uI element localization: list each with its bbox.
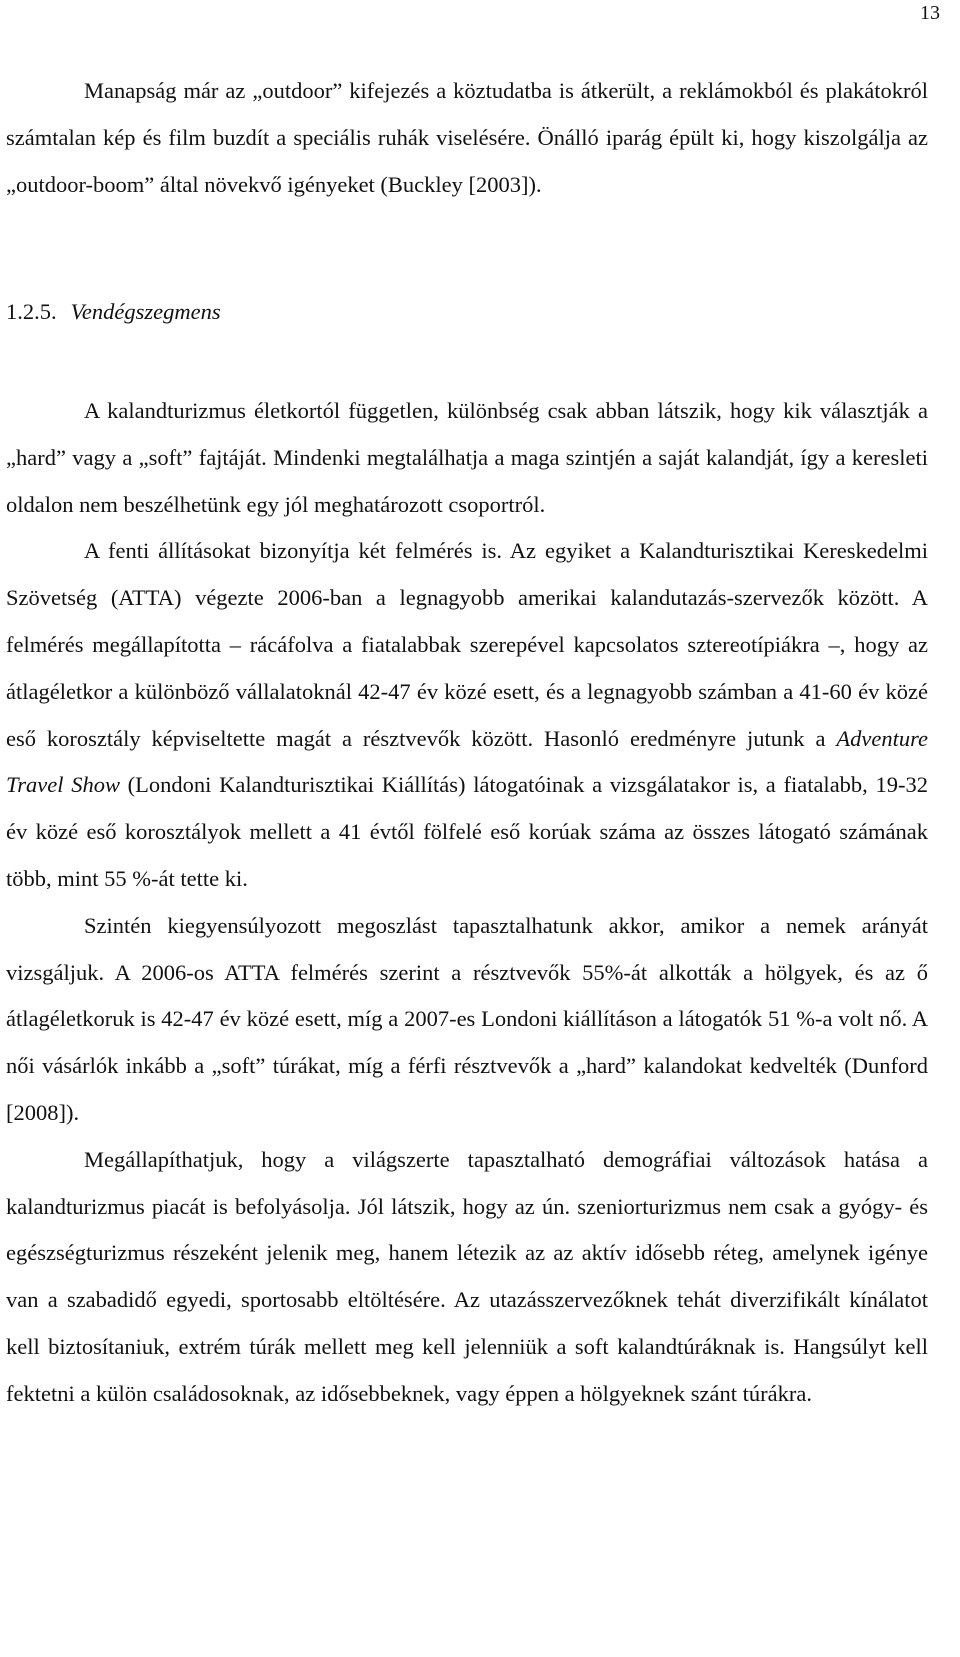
section-body (6, 388, 928, 1418)
intro-paragraph: Manapság már az „outdoor” kifejezés a köztudatba is átkerült, a reklámokból és plakátokról számtalan kép és film buzdít a speciális ruhák viselésére. Önálló iparág épült ki, hogy kiszolgálja az „outdoor-boom” által növekvő igényeket (Buckley [2003]). (6, 78, 928, 197)
adventure-travel-show-title: Adventure Travel Show (6, 725, 928, 798)
paragraph-surveys (6, 528, 928, 902)
paragraph-surveys-text-1: A fenti állításokat bizonyítja két felmérés is. Az egyiket a Kalandturisztikai Kereskedelmi Szövetség (ATTA) végezte 2006-ban a legnagyobb amerikai kalandutazás-szervezők között. A felmérés megállapította – rácáfolva a fiatalabbak szerepével kapcsolatos sztereotípiákra –, hogy az átlagéletkor a különböző vállalatoknál 42-47 év közé esett, és a legnagyobb számban a 41-60 év közé eső korosztály képviseltette magát a résztvevők között. Hasonló eredményre jutunk a (6, 538, 928, 751)
section-heading (6, 292, 221, 332)
paragraph-conclusion: Megállapíthatjuk, hogy a világszerte tapasztalható demográfiai változások hatása a kalandturizmus piacát is befolyásolja. Jól látszik, hogy az ún. szeniorturizmus nem csak a gyógy- és egészségturizmus részeként jelenik meg, hanem létezik az az aktív idősebb réteg, amelynek igénye van a szabadidő egyedi, sportosabb eltöltésére. Az utazásszervezőknek tehát diverzifikált kínálatot kell biztosítaniuk, extrém túrák mellett meg kell jelenniük a soft kalandtúráknak is. Hangsúlyt kell fektetni a külön családosoknak, az idősebbeknek, vagy éppen a hölgyeknek szánt túrákra. (6, 1146, 928, 1406)
section-number: 1.2.5. (6, 299, 57, 324)
section-title: Vendégszegmens (70, 299, 221, 324)
paragraph-gender-ratio: Szintén kiegyensúlyozott megoszlást tapasztalhatunk akkor, amikor a nemek arányát vizsgáljuk. A 2006-os ATTA felmérés szerint a résztvevők 55%-át alkották a hölgyek, és az ő átlagéletkoruk is 42-47 év közé esett, míg a 2007-es Londoni kiállításon a látogatók 51 %-a volt nő. A női vásárlók inkább a „soft” túrákat, míg a férfi résztvevők a „hard” kalandokat kedvelték (Dunford [2008]). (6, 912, 928, 1125)
paragraph-age-independence: A kalandturizmus életkortól független, különbség csak abban látszik, hogy kik választják a „hard” vagy a „soft” fajtáját. Mindenki megtalálhatja a maga szintjén a saját kalandját, így a keresleti oldalon nem beszélhetünk egy jól meghatározott csoportról. (6, 398, 928, 517)
intro-block (6, 68, 928, 208)
paragraph-surveys-text-2: (Londoni Kalandturisztikai Kiállítás) látogatóinak a vizsgálatakor is, a fiatalabb, 19-32 év közé eső korosztályok mellett a 41 évtől fölfelé eső korúak száma az összes látogató számának több, mint 55 %-át tette ki. (6, 772, 928, 891)
page-number: 13 (920, 2, 940, 24)
